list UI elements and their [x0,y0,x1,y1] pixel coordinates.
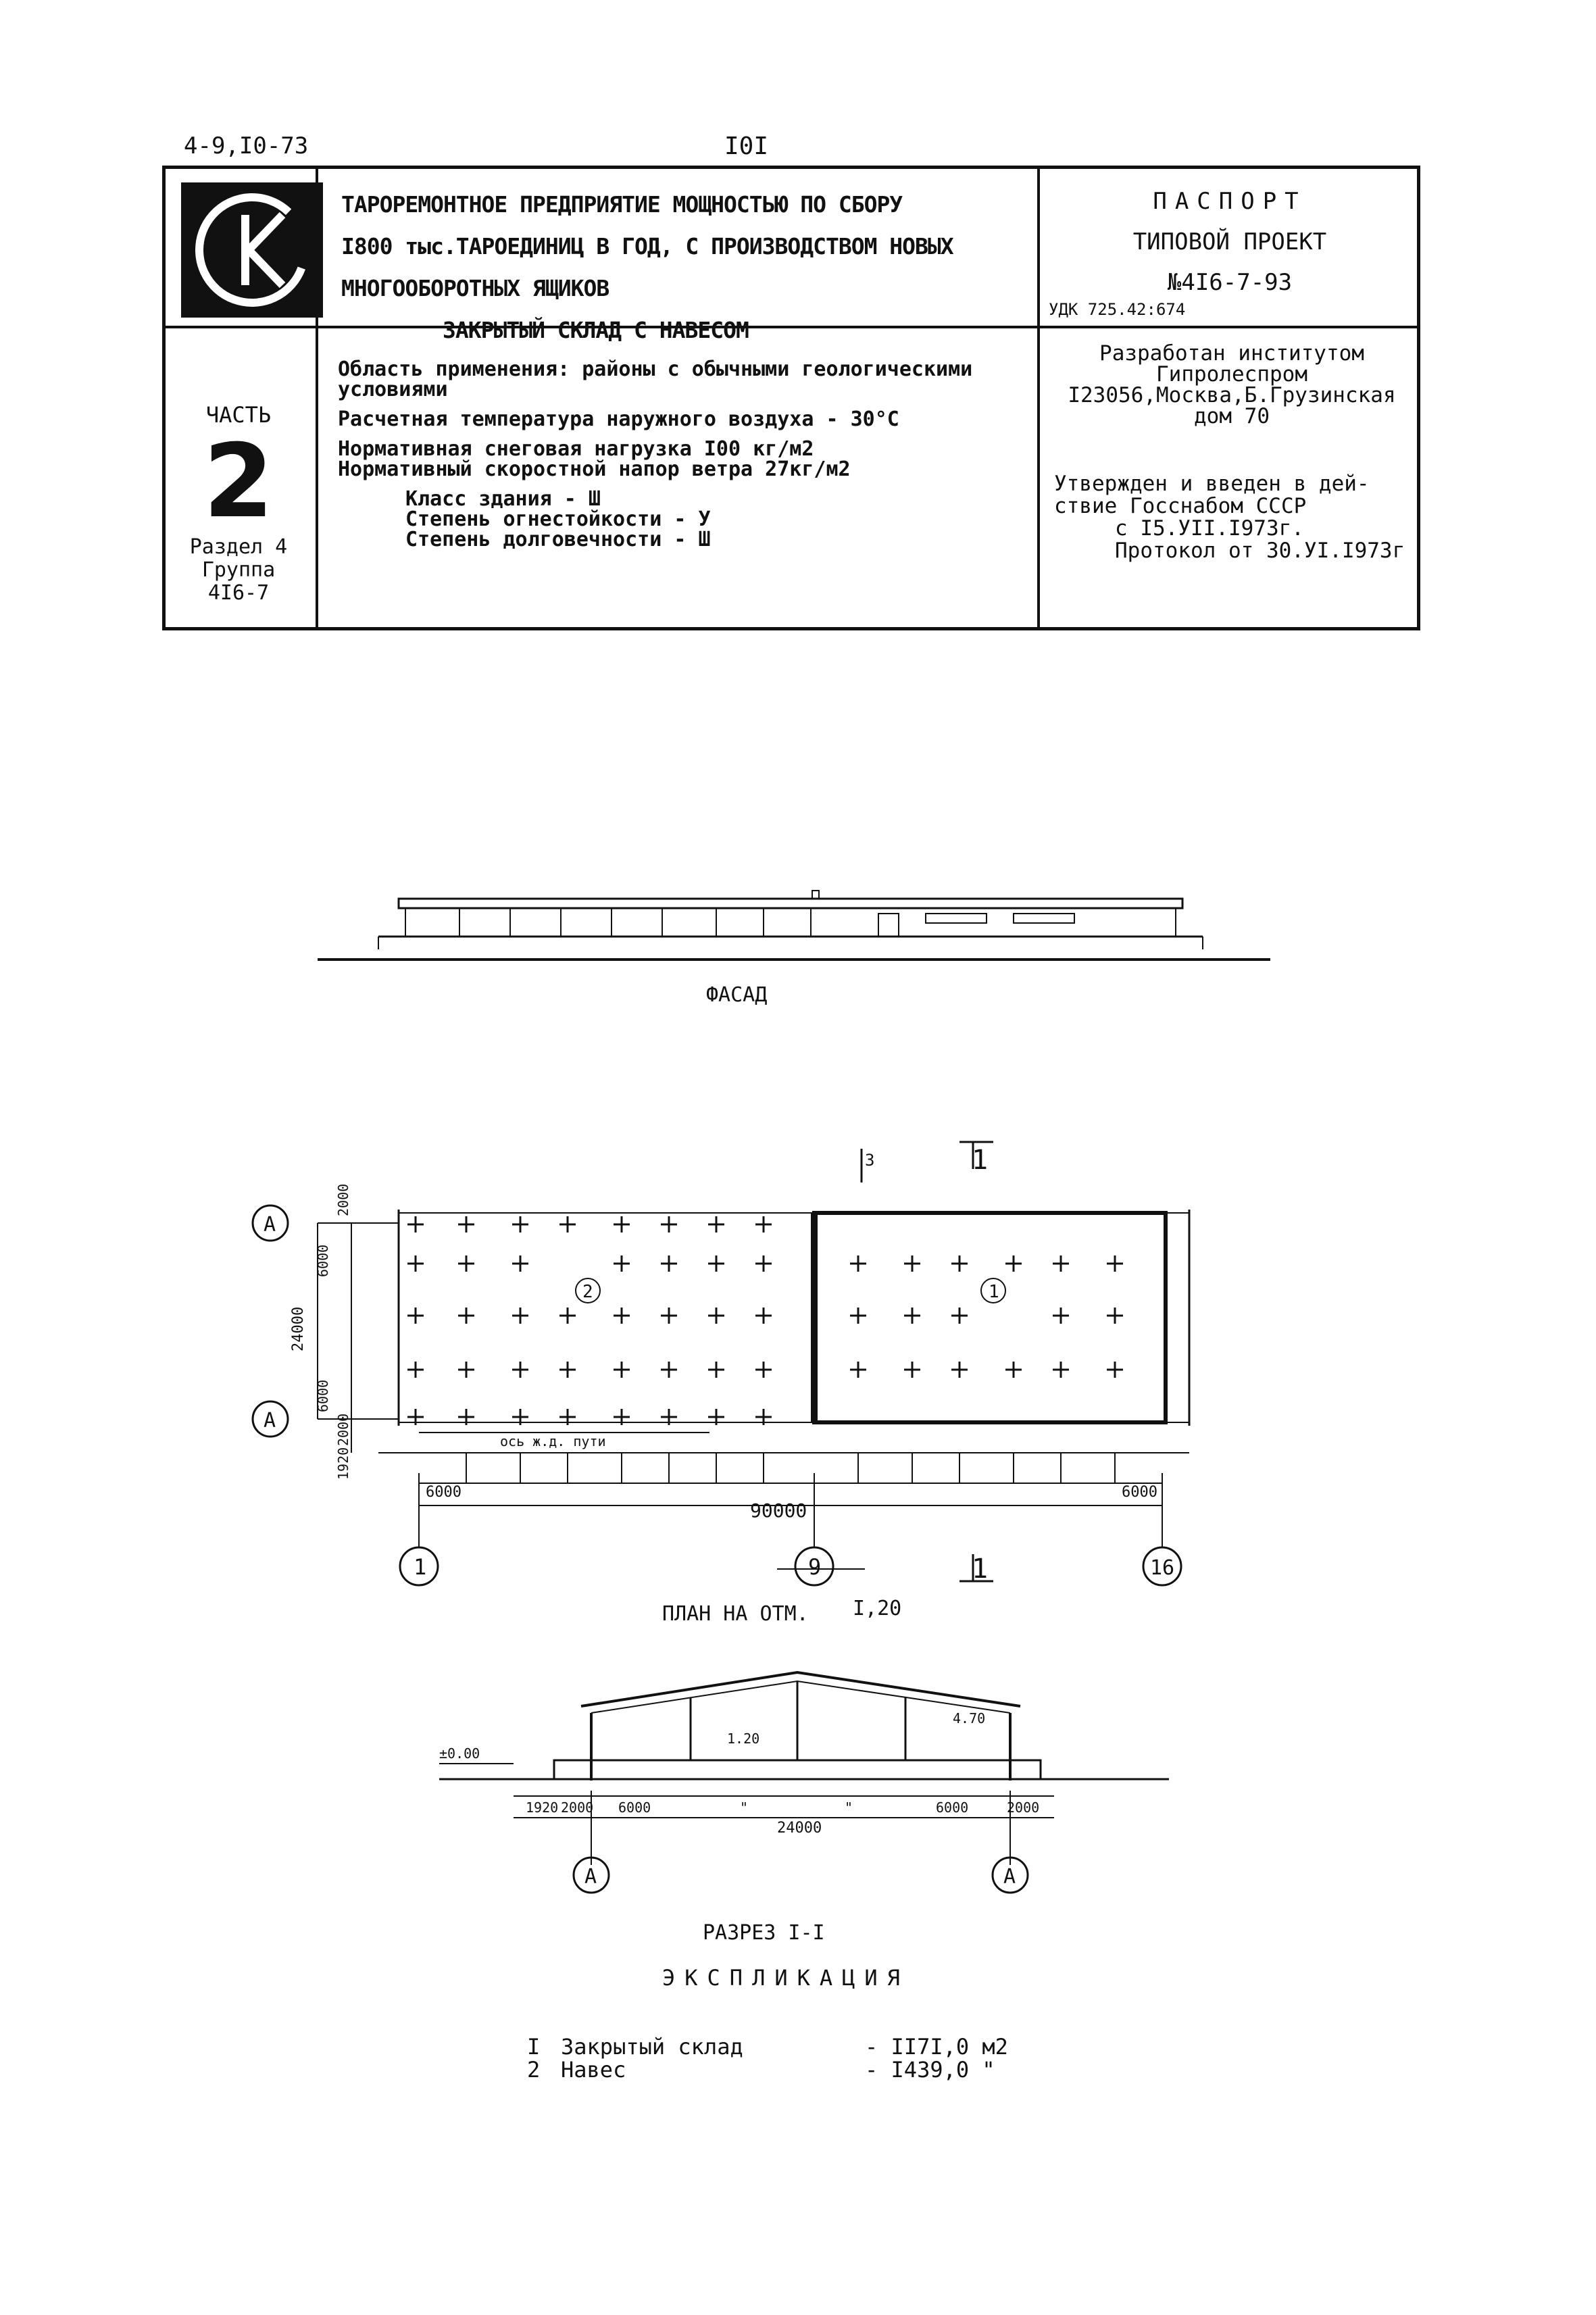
spec-line: Область применения: районы с обычными геологическими [338,357,973,381]
part-number: 2 [203,423,274,541]
rail-axis-label: ось ж.д. пути [500,1433,606,1449]
plan-dim-2000-vertical: 2000 [335,1183,351,1216]
plan-total-dimension: 90000 [750,1499,807,1522]
plan-dim-2000-vertical: 2000 [335,1413,351,1446]
approval-line: с I5.УII.I973г. [1115,516,1304,541]
part-label: ЧАСТЬ [205,402,272,428]
title-line: ЗАКРЫТЫЙ СКЛАД С НАВЕСОМ [443,317,749,343]
explication-name: Закрытый склад [561,2034,743,2060]
plan-width-dimension: 24000 [290,1306,307,1351]
plan-dim-6000-vertical: 6000 [315,1379,331,1412]
explication-area: - I439,0 " [865,2057,995,2083]
plan-labels [264,1145,1174,1585]
plan-dim-6000-vertical: 6000 [315,1244,331,1277]
spec-line: условиями [338,378,448,401]
section-dim: 2000 [561,1799,594,1816]
level-470-label: 4.70 [953,1710,986,1726]
axis-label-9: 9 [808,1554,822,1580]
spec-line: Нормативная снеговая нагрузка I00 кг/м2 [338,437,814,461]
zone-1-label: 1 [989,1282,999,1302]
developer-line: I23056,Москва,Б.Грузинская [1068,383,1396,407]
explication-row [527,2035,1008,2058]
spec-line: Класс здания - Ш [405,487,601,511]
axis-label-a: А [264,1409,276,1433]
plan-dim-1920-vertical: 1920 [335,1447,351,1480]
section-total-dim: 24000 [777,1820,822,1837]
spec-line: Расчетная температура наружного воздуха - 30°С [338,407,899,431]
section-dim: 1920 [526,1799,559,1816]
title-line: I800 тыс.ТАРОЕДИНИЦ В ГОД, С ПРОИЗВОДСТВОМ НОВЫХ [341,233,953,259]
page-number: I0I [724,132,769,160]
mark-3-label: 3 [865,1151,875,1170]
axis-label-1: 1 [414,1554,427,1580]
explication-title: ЭКСПЛИКАЦИЯ [662,1965,909,1991]
developer-line: Гипролеспром [1156,362,1307,387]
approval-line: ствие Госснабом СССР [1054,494,1307,518]
spec-line: Степень долговечности - Ш [405,528,711,551]
project-type: ТИПОВОЙ ПРОЕКТ [1132,228,1327,255]
section-mark-label: 1 [972,1145,989,1176]
level-zero-label: ±0.00 [439,1745,480,1762]
axis-label-a: А [264,1213,276,1237]
document-code: 4-9,I0-73 [184,132,309,159]
level-120-label: 1.20 [727,1731,760,1747]
title-line: МНОГООБОРОТНЫХ ЯЩИКОВ [341,275,609,301]
passport-word: ПАСПОРТ [1153,188,1307,215]
section-dim: " [845,1799,853,1816]
plan-caption: ПЛАН НА ОТМ. [662,1602,809,1626]
plan-drawing [253,1142,1189,1585]
spec-line: Степень огнестойкости - У [405,507,711,531]
section-dim: 2000 [1007,1799,1040,1816]
explication-area: - II7I,0 м2 [865,2034,1008,2060]
udk-code: УДК 725.42:674 [1049,300,1186,319]
project-number: №4I6-7-93 [1167,269,1293,296]
explication-number: 2 [527,2057,541,2083]
section-mark-label: 1 [972,1553,989,1585]
section-dim: " [740,1799,749,1816]
approval-line: Протокол от 30.УI.I973г [1115,539,1405,563]
explication-row [527,2058,1008,2081]
group-label: Группа [201,558,276,582]
facade-drawing [318,891,1270,960]
section-axis-a: А [1003,1865,1016,1889]
explication-number: I [527,2034,541,2060]
section-dim: 6000 [936,1799,969,1816]
group-number: 4I6-7 [207,581,270,605]
developer-line: дом 70 [1194,404,1270,428]
section-drawing [439,1672,1169,1893]
title-line: ТАРОРЕМОНТНОЕ ПРЕДПРИЯТИЕ МОЩНОСТЬЮ ПО СБОРУ [341,191,903,218]
section-label: Раздел 4 [189,535,288,559]
plan-dim-6000: 6000 [1122,1484,1157,1501]
zone-2-label: 2 [582,1282,593,1302]
section-labels [439,1710,1039,1889]
approval-line: Утвержден и введен в дей- [1054,472,1370,496]
axis-label-16: 16 [1150,1556,1175,1580]
plan-level: I,20 [853,1597,902,1620]
section-dim: 6000 [618,1799,651,1816]
facade-caption: ФАСАД [706,983,768,1007]
explication-name: Навес [561,2057,626,2083]
section-caption: РАЗРЕЗ I-I [703,1921,825,1945]
developer-line: Разработан институтом [1099,341,1364,366]
spec-line: Нормативный скоростной напор ветра 27кг/м2 [338,457,851,481]
plan-dim-6000: 6000 [426,1484,462,1501]
section-axis-a: А [584,1865,597,1889]
explication-table [527,2035,1008,2081]
